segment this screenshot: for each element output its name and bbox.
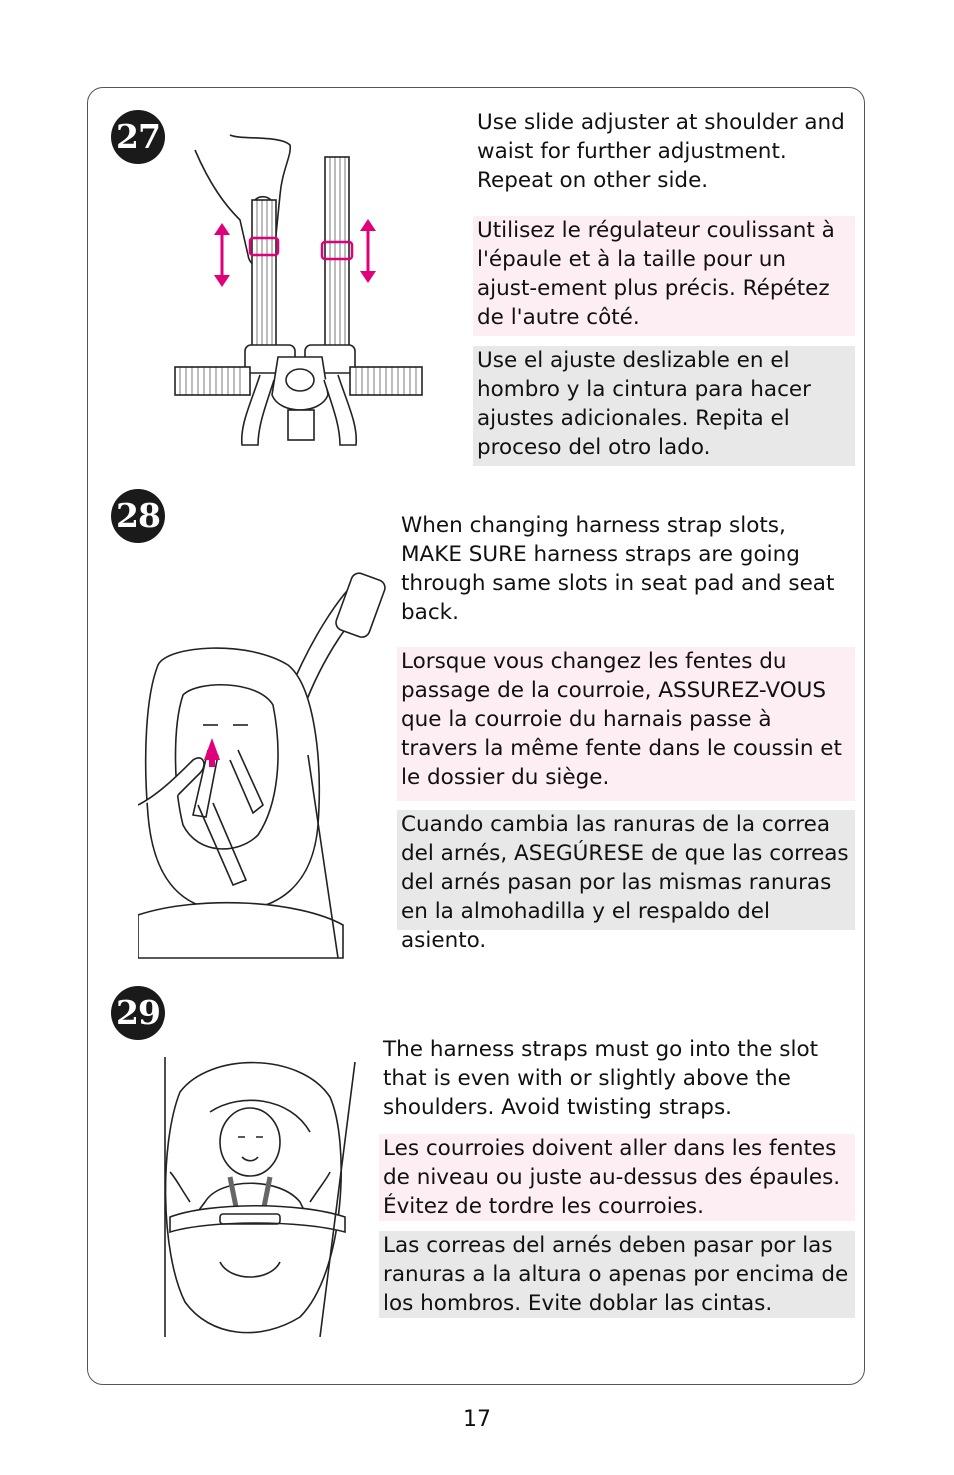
step-27-text-fr: Utilisez le régulateur coulissant à l'épaule et à la taille pour un ajust-ement plus précis. Répétez de l'autre côté. bbox=[473, 216, 855, 336]
step-28-text-es: Cuando cambia las ranuras de la correa del arnés, ASEGÚRESE de que las correas del arnés pasan por las mismas ranuras en la almohadilla y el respaldo del asiento. bbox=[397, 810, 855, 930]
step-number-29: 29 bbox=[111, 986, 165, 1040]
step-28-text-en: When changing harness strap slots, MAKE SURE harness straps are going through same slots in seat pad and seat back. bbox=[401, 513, 835, 625]
step-27-text-es: Use el ajuste deslizable en el hombro y la cintura para hacer ajustes adicionales. Repita el proceso del otro lado. bbox=[473, 346, 855, 466]
step-number-27: 27 bbox=[111, 110, 165, 164]
strap-adjuster-illustration bbox=[170, 125, 430, 455]
step-29-text-fr: Les courroies doivent aller dans les fentes de niveau ou juste au-dessus des épaules. Évitez de tordre les courroies. bbox=[379, 1134, 855, 1221]
step-28-text-fr: Lorsque vous changez les fentes du passage de la courroie, ASSUREZ-VOUS que la courroie du harnais passe à travers la même fente dans le coussin et le dossier du siège. bbox=[397, 647, 855, 801]
step-27-text-en: Use slide adjuster at shoulder and waist for further adjustment. Repeat on other side. bbox=[477, 110, 845, 193]
step-number-28: 28 bbox=[111, 489, 165, 543]
page-number: 17 bbox=[463, 1407, 491, 1432]
step-29-text-en: The harness straps must go into the slot that is even with or slightly above the shoulders. Avoid twisting straps. bbox=[383, 1037, 819, 1120]
step-29-text-es: Las correas del arnés deben pasar por las ranuras a la altura o apenas por encima de los hombros. Evite doblar las cintas. bbox=[379, 1231, 855, 1318]
child-in-seat-illustration bbox=[150, 1052, 360, 1337]
seat-pad-slot-illustration bbox=[138, 555, 388, 960]
